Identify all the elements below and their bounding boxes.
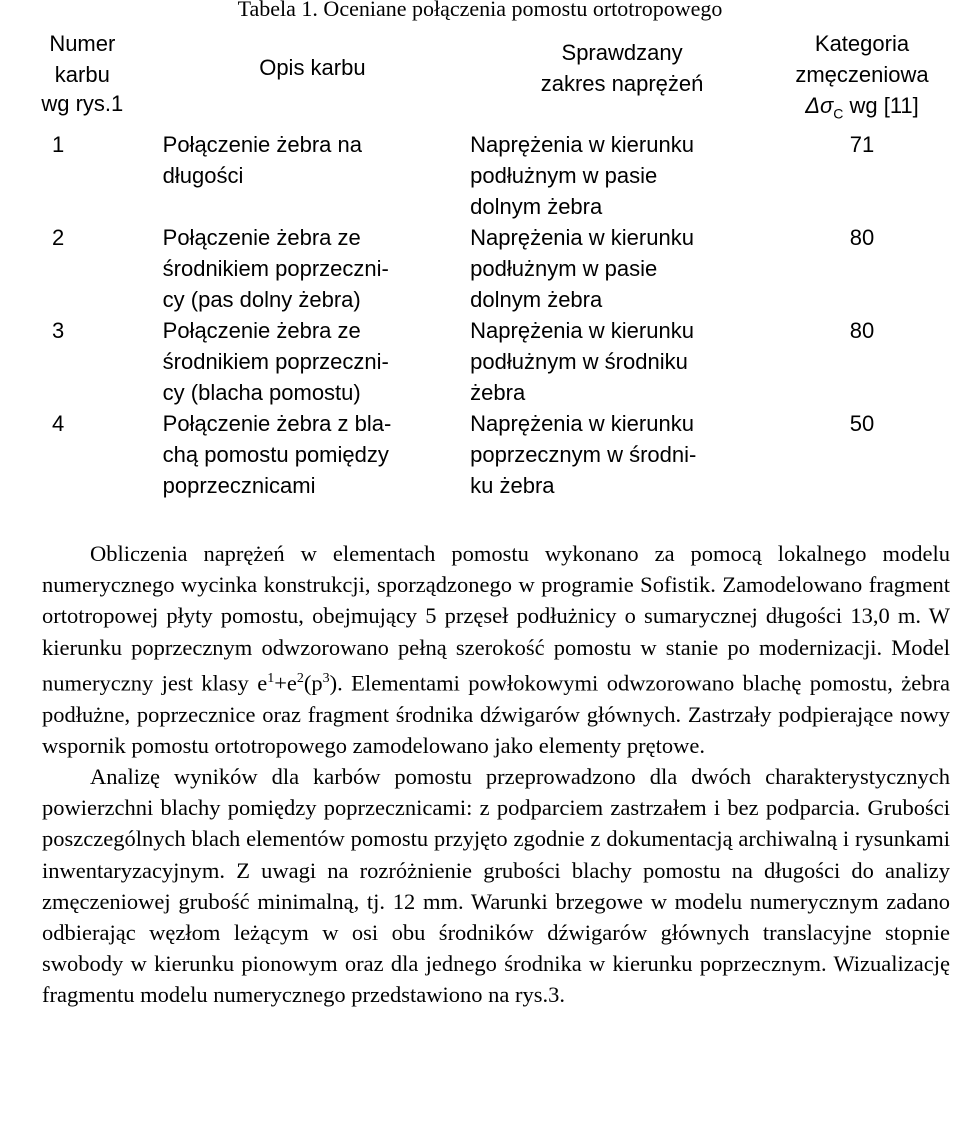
cell-number: 4 [52, 411, 65, 437]
fatigue-table [10, 28, 950, 501]
cell-description-line: środnikiem poprzeczni- [162, 256, 389, 282]
cell-number: 2 [52, 225, 65, 251]
cell-range-line: żebra [470, 380, 526, 406]
cell-range [470, 129, 774, 222]
cell-category: 50 [849, 411, 875, 437]
cell-range-line: dolnym żebra [470, 194, 603, 220]
header-number-line: karbu [54, 62, 110, 87]
header-number [10, 28, 155, 129]
cell-range-line: ku żebra [470, 473, 555, 499]
header-category-line: zmęczeniowa [795, 62, 929, 87]
cell-range-line: Naprężenia w kierunku [470, 225, 694, 251]
cell-description-line: Połączenie żebra z bla- [162, 411, 392, 437]
cell-description [155, 315, 471, 408]
cell-description-line: Połączenie żebra ze [162, 318, 361, 344]
cell-category: 80 [849, 225, 875, 251]
paragraph-text: ). Elementami powłokowymi odwzorowano blachę pomostu, żebra podłużne, poprzecznice oraz fragment środnika dźwigarów głównych. Zastrzały podpierające nowy wspornik pomostu ortotropowego zamodelowano jako elementy prętowe. [42, 670, 951, 758]
cell-number: 3 [52, 318, 65, 344]
cell-description-line: środnikiem poprzeczni- [162, 349, 389, 375]
paragraph [42, 538, 950, 761]
body-text [42, 538, 950, 1011]
table-row [10, 129, 950, 222]
cell-description [155, 129, 471, 222]
header-category-line [774, 90, 950, 129]
paragraph: Analizę wyników dla karbów pomostu przeprowadzono dla dwóch charakterystycznych powierzchni blachy pomiędzy poprzecznicami: z podparciem zastrzałem i bez podparcia. Grubości poszczególnych blach elementów pomostu przyjęto zgodnie z dokumentacją archiwalną i rysunkami inwentaryzacyjnym. Z uwagi na rozróżnienie grubości blachy pomostu na długości do analizy zmęczeniowej grubość minimalną, tj. 12 mm. Warunki brzegowe w modelu numerycznym zadano odbierając węzłom leżącym w osi obu środników dźwigarów głównych translacyjne stopnie swobody w kierunku pionowym oraz dla jednego środnika w kierunku poprzecznym. Wizualizację fragmentu modelu numerycznego przedstawiono na rys.3. [42, 763, 950, 1008]
cell-description [155, 408, 471, 501]
cell-range-line: Naprężenia w kierunku [470, 318, 694, 344]
paragraph-text: +e [274, 670, 297, 696]
cell-category: 80 [849, 318, 875, 344]
superscript: 1 [267, 670, 275, 686]
header-category-line: Kategoria [814, 31, 910, 56]
cell-description-line: poprzecznicami [162, 473, 316, 499]
superscript: 3 [322, 670, 330, 686]
cell-description-line: długości [162, 163, 244, 189]
paragraph-text: Obliczenia naprężeń w elementach pomostu wykonano za pomocą lokalnego modelu numerycznego wycinka konstrukcji, sporządzonego w programie Sofistik. Zamodelowano fragment ortotropowej płyty pomostu, obejmujący 5 przęseł podłużnicy o sumarycznej długości 13,0 m. W kierunku poprzecznym odwzorowano pełną szerokość pomostu w stanie po modernizacji. Model numeryczny jest klasy e [42, 541, 950, 696]
delta-sigma-symbol: Δσ [805, 93, 834, 118]
paragraph-text: (p [303, 670, 323, 696]
cell-range-line: podłużnym w pasie [470, 256, 658, 282]
cell-range-line: Naprężenia w kierunku [470, 411, 694, 437]
cell-range [470, 408, 774, 501]
cell-range-line: podłużnym w pasie [470, 163, 658, 189]
superscript: 2 [296, 670, 304, 686]
cell-description-line: chą pomostu pomiędzy [162, 442, 389, 468]
cell-range-line: Naprężenia w kierunku [470, 132, 694, 158]
header-range [470, 28, 774, 129]
delta-sigma-subscript: C [833, 105, 844, 122]
cell-range [470, 222, 774, 315]
cell-description-line: cy (blacha pomostu) [162, 380, 361, 406]
header-range-line: zakres naprężeń [540, 70, 704, 96]
table-caption: Tabela 1. Oceniane połączenia pomostu ortotropowego [237, 0, 723, 21]
cell-description-line: cy (pas dolny żebra) [162, 287, 361, 313]
header-category-ref: wg [11] [849, 93, 919, 118]
header-number-line: wg rys.1 [41, 91, 124, 116]
header-category [774, 28, 950, 129]
cell-range-line: poprzecznym w środni- [470, 442, 697, 468]
header-description-text: Opis karbu [259, 55, 366, 81]
cell-category: 71 [849, 132, 875, 158]
cell-range [470, 315, 774, 408]
header-number-line: Numer [49, 31, 116, 56]
cell-description [155, 222, 471, 315]
table-row [10, 222, 950, 315]
header-description [155, 28, 471, 129]
header-range-line: Sprawdzany [561, 39, 683, 65]
table-row [10, 315, 950, 408]
table-row [10, 408, 950, 501]
cell-number: 1 [52, 132, 65, 158]
table-header-row [10, 28, 950, 129]
cell-range-line: podłużnym w środniku [470, 349, 688, 375]
cell-description-line: Połączenie żebra na [162, 132, 362, 158]
cell-range-line: dolnym żebra [470, 287, 603, 313]
cell-description-line: Połączenie żebra ze [162, 225, 361, 251]
